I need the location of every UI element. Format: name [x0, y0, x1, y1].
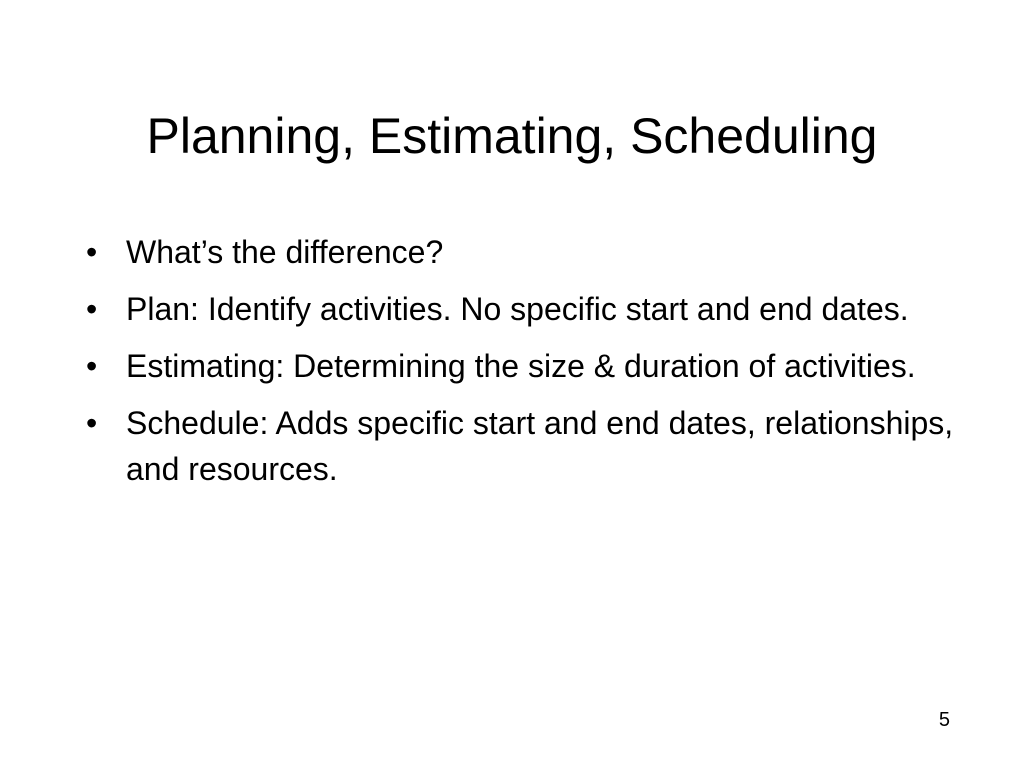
bullet-text: Plan: Identify activities. No specific start and end dates. [126, 291, 909, 327]
bullet-marker: • [86, 291, 98, 327]
bullet-item [86, 286, 966, 332]
bullet-list [86, 229, 966, 503]
bullet-marker: • [86, 234, 98, 270]
bullet-item [86, 229, 966, 275]
bullet-text: Schedule: Adds specific start and end dates, relationships, and resources. [126, 405, 954, 487]
bullet-marker: • [86, 348, 98, 384]
page-number: 5 [938, 709, 950, 731]
bullet-text: Estimating: Determining the size & duration of activities. [126, 348, 916, 384]
slide-title: Planning, Estimating, Scheduling [146, 108, 878, 164]
bullet-marker: • [86, 405, 98, 441]
bullet-item [86, 343, 966, 389]
bullet-item [86, 400, 966, 492]
bullet-text: What’s the difference? [126, 234, 444, 270]
